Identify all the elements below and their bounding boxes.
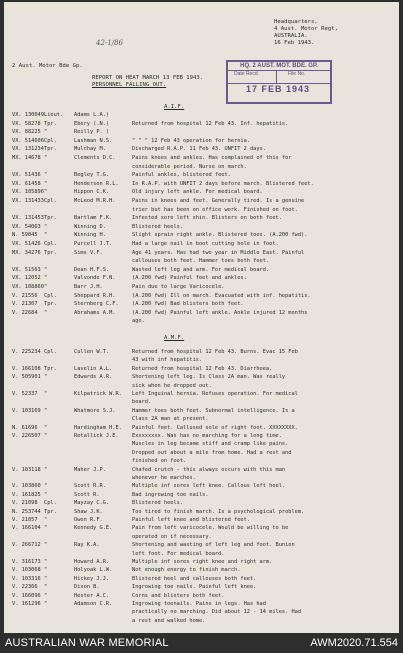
- service-number: V. 316173: [12, 559, 41, 565]
- remarks: Multiple inf sores left knee. Callous left heel.: [132, 483, 286, 490]
- handwritten-reference: 42-1/86: [96, 39, 123, 47]
- personnel-row: [4, 349, 399, 355]
- rank: ": [44, 374, 48, 381]
- remarks: " " " 12 Feb 43 operation for hernia.: [132, 137, 250, 144]
- person-name: Cullen W.T.: [74, 349, 110, 355]
- service-number: VX. 88225: [12, 129, 41, 136]
- personnel-row: [4, 441, 399, 447]
- service-number: V. 103169: [12, 407, 41, 414]
- remarks: Shortening left leg. Is Class 2A man. Was really: [132, 374, 286, 381]
- rank: ": [44, 424, 48, 431]
- rank: Lieut.: [44, 112, 64, 118]
- person-name: Mulchay M.: [74, 146, 106, 153]
- service-number: V. 166108: [12, 365, 41, 372]
- person-name: Adamson C.R.: [74, 601, 113, 607]
- rank: ": [44, 129, 48, 136]
- remarks: In R.A.P. with UNFIT 2 days before march. Blistered feet.: [132, 180, 314, 187]
- person-name: Clements D.C.: [74, 155, 116, 161]
- remarks: Pains knees and ankles. Has complained of this for: [132, 155, 292, 161]
- person-name: Adams L.A.): [74, 112, 110, 118]
- personnel-row: [4, 189, 399, 195]
- person-name: Bartlam F.K.: [74, 215, 113, 222]
- remarks: sick when he dropped out.: [132, 382, 212, 389]
- service-number: N. 253744: [12, 508, 41, 515]
- person-name: Sheppard R.H.: [74, 292, 116, 299]
- personnel-row: [4, 475, 399, 481]
- archive-footer: [0, 633, 403, 653]
- service-number: N. 61696: [12, 424, 38, 431]
- remarks: 43 with inf hepatitis.: [132, 357, 203, 364]
- remarks: (A.200 fwd) Bad blisters both feet.: [132, 301, 244, 308]
- rank: Cpl.: [44, 137, 57, 144]
- person-name: Winning H.: [74, 232, 106, 239]
- remarks: Pains in knees and feet. Generally tired. Is a genuine: [132, 198, 305, 204]
- remarks: Muscles in leg became stiff and cramp like pains.: [132, 441, 289, 448]
- personnel-row: [4, 542, 399, 548]
- remarks: Class 2A man at present.: [132, 416, 209, 423]
- remarks: (A.200 fwd) Ill on march. Evacuated with inf. hepatitis.: [132, 292, 311, 299]
- personnel-row: [4, 433, 399, 439]
- rank: ": [44, 542, 48, 549]
- personnel-row: [4, 284, 399, 290]
- remarks: finished on foot.: [132, 458, 187, 465]
- personnel-row: [4, 559, 399, 565]
- personnel-row: [4, 224, 399, 230]
- personnel-row: [4, 492, 399, 498]
- personnel-row: [4, 593, 399, 599]
- rank: ": [44, 517, 48, 523]
- service-number: MX. 14678: [12, 155, 41, 161]
- rank: Tpr.: [44, 146, 57, 153]
- rank: Tpr.: [44, 365, 57, 372]
- document-page: [4, 2, 399, 633]
- service-number: VX. 12052: [12, 275, 41, 282]
- personnel-row: [4, 525, 399, 531]
- service-number: VX. 131453: [12, 215, 44, 222]
- personnel-row: [4, 391, 399, 397]
- personnel-row: [4, 310, 399, 316]
- remarks: whenever he marches.: [132, 475, 196, 481]
- section-amf-heading: A.M.F.: [164, 335, 185, 341]
- remarks: (A.200 fwd) Painful left ankle. Ankle injured 12 months: [132, 309, 308, 316]
- personnel-row: [4, 551, 399, 557]
- service-number: V. 226507: [12, 433, 41, 439]
- service-number: V. 103068: [12, 567, 41, 574]
- personnel-row: [4, 207, 399, 213]
- rank: ": [44, 266, 48, 273]
- personnel-row: [4, 366, 399, 372]
- remarks: left foot. For medical board.: [132, 550, 225, 557]
- remarks: considerable period. Nurse on march.: [132, 163, 247, 170]
- remarks: Exxxxxxxx. Was has no marching for a long time.: [132, 433, 282, 439]
- personnel-row: [4, 198, 399, 204]
- rank: Tpr.: [44, 508, 57, 515]
- rank: ": [44, 491, 48, 498]
- rank: ": [44, 391, 48, 397]
- person-name: Hester A.C.: [74, 592, 110, 599]
- personnel-row: [4, 112, 399, 118]
- person-name: Hippon C.K.: [74, 189, 110, 196]
- service-number: VX. 105896: [12, 189, 44, 196]
- personnel-row: [4, 584, 399, 590]
- person-name: Kennedy G.E.: [74, 525, 113, 532]
- personnel-row: [4, 483, 399, 489]
- remarks: callouses both feet. Hammer toes both feet.: [132, 258, 270, 265]
- remarks: Painful left knee and blistered feet.: [132, 517, 250, 523]
- person-name: Ray K.A.: [74, 542, 100, 549]
- personnel-row: [4, 241, 399, 247]
- personnel-row: [4, 500, 399, 506]
- remarks: Not enough energy to finish march.: [132, 567, 241, 574]
- personnel-row: [4, 357, 399, 363]
- remarks: Too tired to finish march. Is a psychological problem.: [132, 508, 305, 515]
- person-name: Dixon B.: [74, 584, 100, 591]
- personnel-row: [4, 215, 399, 221]
- personnel-row: [4, 181, 399, 187]
- service-number: VX. 131234: [12, 146, 44, 153]
- unit-name: 2 Aust. Motor Bde Gp.: [12, 63, 83, 69]
- rank: Tpr.: [44, 301, 57, 308]
- rank: Tpr.: [44, 249, 57, 256]
- remarks: Pain due to large Varicocele.: [132, 284, 225, 290]
- remarks: Multiple inf sores right knee and right arm.: [132, 559, 273, 565]
- rank: ": [44, 284, 48, 290]
- rank: ": [44, 407, 48, 414]
- rank: Cpl.: [44, 241, 57, 247]
- remarks: Returned from hospital 12 Feb 43. Diarrhoea.: [132, 365, 273, 372]
- remarks: Painful ankles, blistered feet.: [132, 172, 231, 179]
- rank: ": [44, 483, 48, 490]
- rank: Cpl.: [44, 198, 57, 204]
- remarks: Blistered heel and callouses both feet.: [132, 575, 257, 582]
- person-name: Lashman N.S.: [74, 137, 113, 144]
- service-number: VX. 61458: [12, 180, 41, 187]
- remarks: Returned from hospital 12 Feb 43. Burns. Evac 15 Feb: [132, 349, 298, 355]
- personnel-row: [4, 517, 399, 523]
- person-name: Purcell J.T.: [74, 241, 113, 247]
- remarks: Infested sore left shin. Blisters on both feet.: [132, 215, 282, 222]
- remarks: Chafed crutch - this always occurs with this man: [132, 466, 286, 473]
- remarks: (A.200 fwd) Painful feet and ankles.: [132, 275, 247, 282]
- rank: ": [44, 525, 48, 532]
- personnel-row: [4, 267, 399, 273]
- rank: Cpl.: [44, 500, 57, 507]
- service-number: V. 161825: [12, 491, 41, 498]
- personnel-row: [4, 121, 399, 127]
- rank: ": [44, 575, 48, 582]
- personnel-row: [4, 293, 399, 299]
- person-name: Sims V.F.: [74, 249, 103, 256]
- personnel-row: [4, 301, 399, 307]
- rank: ": [44, 223, 48, 230]
- person-name: Mayzay C.G.: [74, 500, 110, 507]
- personnel-row: [4, 374, 399, 380]
- stamp-title: HQ. 2 AUST. MOT. BDE. GP.: [240, 63, 318, 69]
- section-aif-heading: A.I.F.: [164, 104, 185, 110]
- service-number: VX. 108860: [12, 284, 44, 290]
- person-name: Hickey J.J.: [74, 575, 110, 582]
- service-number: VX. 51563: [12, 266, 41, 273]
- remarks: trier but has been on office work. Finished on foot.: [132, 206, 298, 213]
- personnel-row: [4, 408, 399, 414]
- remarks: ago.: [132, 318, 145, 325]
- report-title: REPORT ON HEAT MARCH 13 FEB 1943.: [92, 75, 204, 81]
- person-name: Dean H.F.S.: [74, 266, 110, 273]
- personnel-row: [4, 450, 399, 456]
- remarks: a rest and walked home.: [132, 617, 206, 624]
- personnel-row: [4, 458, 399, 464]
- header-line-1: Headquarters,: [274, 19, 318, 25]
- header-line-3: AUSTRALIA.: [274, 33, 308, 39]
- remarks: Slight sprain right ankle. Blistered toes. (A.200 fwd).: [132, 232, 308, 239]
- person-name: Scott R.: [74, 491, 100, 498]
- personnel-row: [4, 250, 399, 256]
- service-number: V. 166096: [12, 592, 41, 599]
- person-name: Henderson R.L.: [74, 180, 119, 187]
- personnel-row: [4, 467, 399, 473]
- service-number: V. 166104: [12, 525, 41, 532]
- service-number: V. 103118: [12, 466, 41, 473]
- personnel-row: [4, 232, 399, 238]
- service-number: V. 103860: [12, 483, 41, 490]
- personnel-row: [4, 399, 399, 405]
- rank: ": [44, 601, 48, 607]
- person-name: McLeod M.R.H.: [74, 198, 116, 204]
- person-name: Edwards A.R.: [74, 374, 113, 381]
- remarks: Dropped out about a mile from home. Had a rest and: [132, 449, 292, 456]
- personnel-row: [4, 509, 399, 515]
- service-number: V. 21057: [12, 517, 38, 523]
- person-name: Hardingham H.E.: [74, 424, 122, 431]
- remarks: Had a large nail in boot cutting hole in foot.: [132, 241, 279, 247]
- personnel-row: [4, 155, 399, 161]
- stamp-date-label: Date Recd: [234, 71, 258, 77]
- remarks: Hammer toes both feet. Subnormal intelligence. Is a: [132, 407, 295, 414]
- rank: ": [44, 189, 48, 196]
- personnel-row: [4, 618, 399, 624]
- rank: ": [44, 433, 48, 439]
- header-line-2: 4 Aust. Motor Regt,: [274, 26, 338, 32]
- remarks: board.: [132, 399, 152, 406]
- remarks: Left Inguinal hernia. Refuses operation. For medical: [132, 391, 298, 397]
- remarks: Discharged R.A.P. 11 Feb 43. UNFIT 2 days.: [132, 146, 266, 153]
- rank: Tpr.: [44, 215, 57, 222]
- service-number: VX. 130049.: [12, 112, 48, 118]
- service-number: V. 22366: [12, 584, 38, 591]
- service-number: N. 59045: [12, 232, 38, 239]
- personnel-row: [4, 275, 399, 281]
- service-number: V. 21307: [12, 301, 38, 308]
- person-name: Retallick J.E.: [74, 433, 119, 439]
- rank: ": [44, 232, 48, 239]
- person-name: Valvonde F.N.: [74, 275, 116, 282]
- personnel-row: [4, 576, 399, 582]
- personnel-row: [4, 146, 399, 152]
- person-name: Shaw J.K.: [74, 508, 103, 515]
- person-name: Whatmore S.J.: [74, 407, 116, 414]
- personnel-row: [4, 318, 399, 324]
- remarks: Returned from hospital 12 Feb 43. Inf. hepatitis.: [132, 120, 289, 127]
- remarks: Bad ingrowing toe nails.: [132, 491, 209, 498]
- remarks: Age 41 years. Has had two year in Middle East. Painful: [132, 249, 305, 256]
- service-number: V. 52337: [12, 391, 38, 397]
- remarks: Old injury left ankle. For medical board.: [132, 189, 263, 196]
- remarks: Painful feet. Callused sole of right foot. XXXXXXXX.: [132, 424, 298, 431]
- person-name: Ebery (.N.): [74, 120, 110, 127]
- personnel-row: [4, 129, 399, 135]
- header-line-4: 16 Feb 1943.: [274, 40, 315, 46]
- remarks: Blistered heels.: [132, 223, 184, 230]
- person-name: Holyoak L.W.: [74, 567, 113, 574]
- person-name: Reilly P. ): [74, 129, 110, 136]
- rank: ": [44, 180, 48, 187]
- remarks: Wasted left leg and arm. For medical board.: [132, 266, 270, 273]
- rank: ": [44, 275, 48, 282]
- person-name: Begley T.G.: [74, 172, 110, 179]
- remarks: Shortening and wasting of left leg and foot. Bunion: [132, 542, 295, 549]
- service-number: VX. 54063: [12, 223, 41, 230]
- rank: ": [44, 559, 48, 565]
- person-name: Abrahams A.M.: [74, 309, 116, 316]
- remarks: Corns and blisters both feet.: [132, 592, 225, 599]
- rank: ": [44, 592, 48, 599]
- rank: Cpl.: [44, 349, 57, 355]
- person-name: Owen R.F.: [74, 517, 103, 523]
- rank: ": [44, 309, 48, 316]
- person-name: Winning D.: [74, 223, 106, 230]
- remarks: Ingrowing toenails. Pains in legs. Has had: [132, 601, 266, 607]
- service-number: V. 21098: [12, 500, 38, 507]
- personnel-row: [4, 416, 399, 422]
- service-number: V. 22684: [12, 309, 38, 316]
- service-number: V. 266712: [12, 542, 41, 549]
- service-number: V. 505901: [12, 374, 41, 381]
- service-number: VX. 514606: [12, 137, 44, 144]
- service-number: VX. 131433: [12, 198, 44, 204]
- rank: ": [44, 172, 48, 179]
- remarks: Blistered heels.: [132, 500, 184, 507]
- remarks: practically no marching. Did about 12 - 14 miles. Had: [132, 609, 302, 616]
- stamp-file-label: File No.: [288, 71, 306, 77]
- service-number: VX. 51426: [12, 241, 41, 247]
- service-number: V. 161296: [12, 601, 41, 607]
- personnel-row: [4, 172, 399, 178]
- remarks: Pain from left varicocele. Would be willing to be: [132, 525, 289, 532]
- person-name: Barr J.H.: [74, 284, 103, 290]
- service-number: MX. 34276: [12, 249, 41, 256]
- service-number: VX. 58278: [12, 120, 41, 127]
- personnel-row: [4, 383, 399, 389]
- service-number: VX. 51436: [12, 172, 41, 179]
- personnel-row: [4, 138, 399, 144]
- rank: Tpr.: [44, 120, 57, 127]
- person-name: Sternberg C.F.: [74, 301, 119, 308]
- person-name: Howard A.R.: [74, 559, 110, 565]
- service-number: V. 21556: [12, 292, 38, 299]
- person-name: Scott R.R.: [74, 483, 106, 490]
- service-number: V. 103316: [12, 575, 41, 582]
- remarks: operated on if necessary.: [132, 533, 212, 540]
- personnel-row: [4, 425, 399, 431]
- stamp-date: 17 FEB 1943: [246, 84, 311, 94]
- personnel-row: [4, 164, 399, 170]
- rank: ": [44, 155, 48, 161]
- personnel-row: [4, 534, 399, 540]
- rank: ": [44, 466, 48, 473]
- person-name: Kilpatrick W.R.: [74, 391, 122, 397]
- rank: Cpl.: [44, 292, 57, 299]
- report-subtitle: PERSONNEL FALLING OUT.: [92, 82, 167, 88]
- person-name: Lavelin A.L.: [74, 365, 113, 372]
- personnel-row: [4, 609, 399, 615]
- footer-accession-number: AWM2020.71.554: [310, 637, 398, 649]
- received-stamp: [226, 60, 332, 104]
- rank: ": [44, 584, 48, 591]
- service-number: V. 225234: [12, 349, 41, 355]
- remarks: Ingrowing toe nails. Painful left knee.: [132, 584, 257, 591]
- personnel-row: [4, 601, 399, 607]
- footer-institution: AUSTRALIAN WAR MEMORIAL: [5, 637, 169, 649]
- rank: ": [44, 567, 48, 574]
- personnel-row: [4, 567, 399, 573]
- personnel-row: [4, 258, 399, 264]
- person-name: Maher J.P.: [74, 466, 106, 473]
